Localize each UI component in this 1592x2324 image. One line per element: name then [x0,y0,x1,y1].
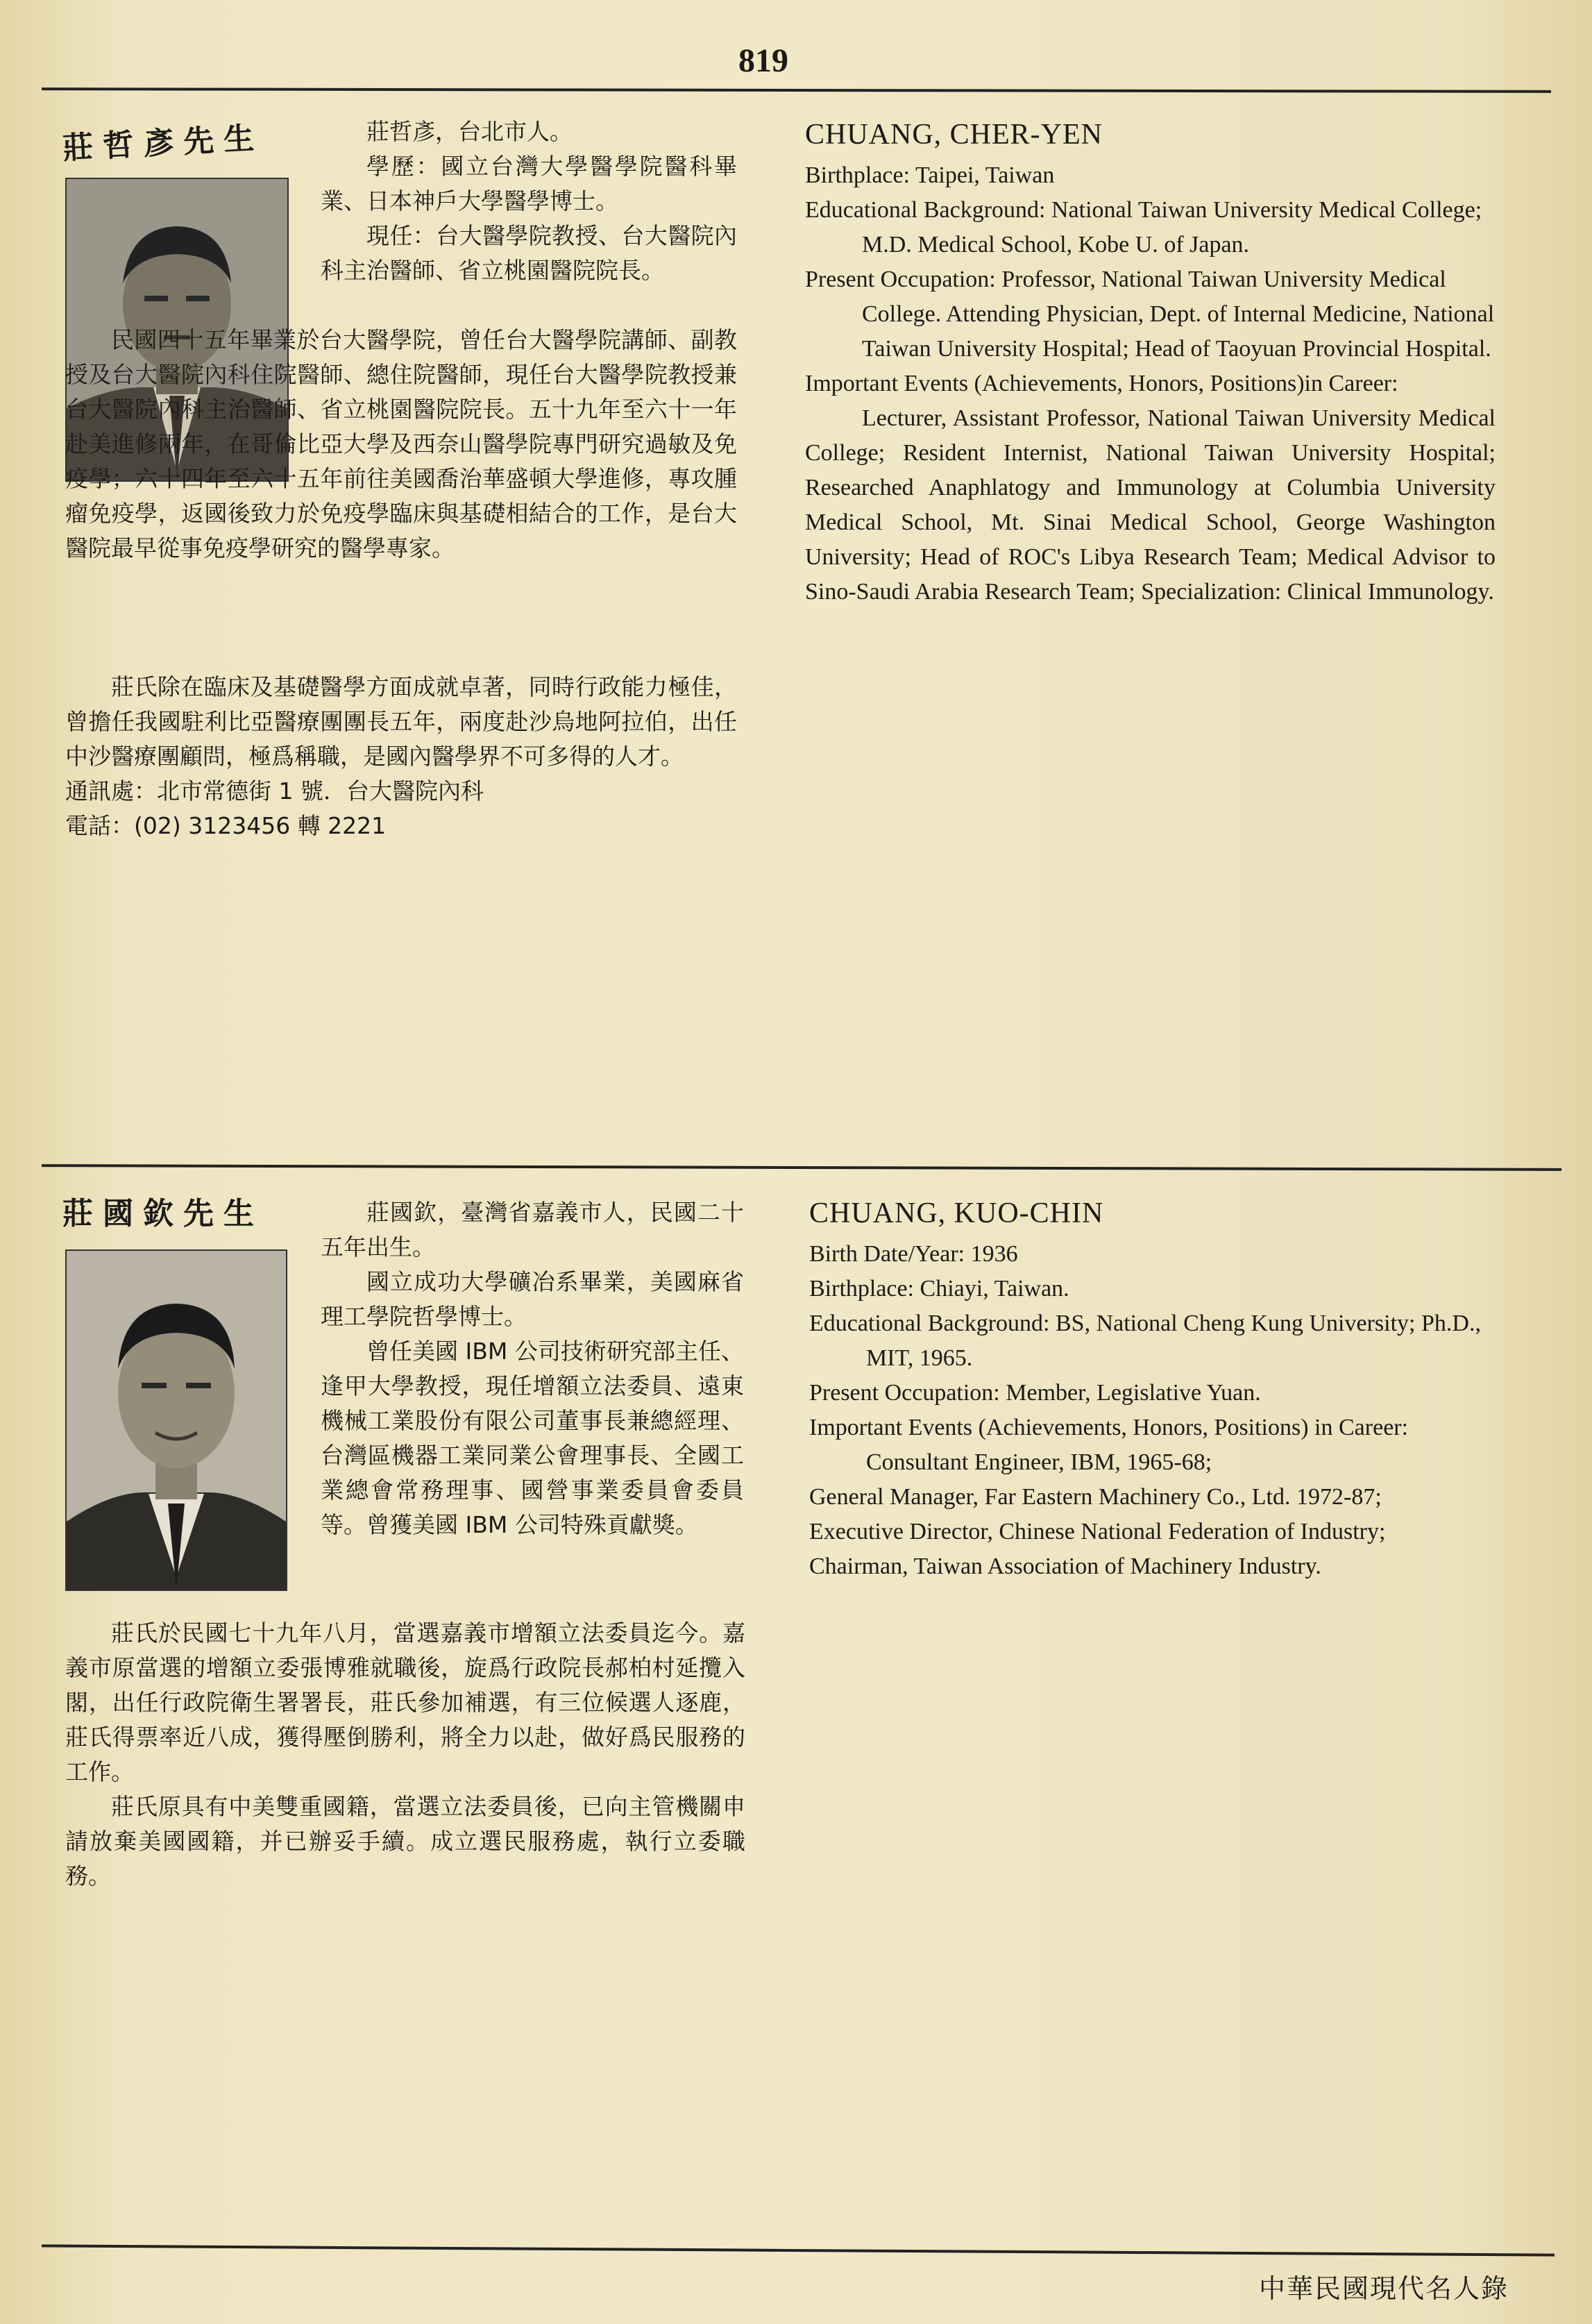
entry-2-bio-zh-bottom [65,1616,745,1894]
entry-2-event-4: Chairman, Taiwan Association of Machinery Industry. [809,1553,1321,1579]
entry-1-phone: 電話：(02) 3123456 轉 2221 [65,812,387,839]
entry-2-portrait-photo [65,1249,287,1591]
page-number: 819 [738,42,788,79]
entry-2-event-2: General Manager, Far Eastern Machinery Co., Ltd. 1972-87; [809,1484,1382,1510]
entry-2-birthplace: Birthplace: Chiayi, Taiwan. [809,1276,1069,1302]
footer-book-title: 中華民國現代名人錄 [1258,2273,1509,2304]
entry-1-bio-zh-bottom [65,323,737,566]
entry-1-bio-p4: 民國四十五年畢業於台大醫學院，曾任台大醫學院講師、副教授及台大醫院內科住院醫師、總住院醫師，現任台大醫學院教授兼台大醫院內科主治醫師、省立桃園醫院院長。五十九年至六十一年赴美進修兩年，在哥倫比亞大學及西奈山醫學院專門研究過敏及免疫學；六十四年至六十五年前往美國喬治華盛頓大學進修，專攻腫瘤免疫學，返國後致力於免疫學臨床與基礎相結合的工作，是台大醫院最早從事免疫學研究的醫學專家。 [65,326,737,562]
entry-1-bio-p5: 莊氏除在臨床及基礎醫學方面成就卓著，同時行政能力極佳，曾擔任我國駐利比亞醫療團團長五年，兩度赴沙烏地阿拉伯，出任中沙醫療團顧問，極爲稱職，是國內醫學界不可多得的人才。 [65,673,737,770]
entry-1-name-en: CHUANG, CHER-YEN [805,119,1103,151]
entry-1-bio-zh-top [321,115,737,288]
entry-2-bio-p4: 莊氏於民國七十九年八月，當選嘉義市增額立法委員迄今。嘉義市原當選的增額立委張博雅就職後，旋爲行政院長郝柏村延攬入閣，出任行政院衛生署署長，莊氏參加補選，有三位候選人逐鹿，莊氏得票率近八成，獲得壓倒勝利，將全力以赴，做好爲民服務的工作。 [65,1619,745,1785]
entry-2-bio-p1: 莊國欽，臺灣省嘉義市人，民國二十五年出生。 [321,1199,744,1261]
entry-1-events: Lecturer, Assistant Professor, National Taiwan University Medical College; Resident Internist, National Taiwan University Hospital; Researched Anaphlatogy and Immunology at Columbia University Medical School, Mt. Sinai Medical School, George Washington University; Head of ROC's Libya Research Team; Medical Advisor to Sino-Saudi Arabia Research Team; Specialization: Clinical Immunology. [805,405,1496,605]
entry-2-birthdate: Birth Date/Year: 1936 [809,1241,1018,1267]
entry-1-education: Educational Background: National Taiwan University Medical College; M.D. Medical School, Kobe U. of Japan. [805,197,1482,258]
entry-1-birthplace: Birthplace: Taipei, Taiwan [805,162,1055,188]
entry-1-address: 通訊處：北市常德街 1 號．台大醫院內科 [65,777,484,805]
entry-2-bio-p2: 國立成功大學礦冶系畢業，美國麻省理工學院哲學博士。 [321,1268,744,1330]
entry-2-events-label: Important Events (Achievements, Honors, Positions) in Career: [809,1415,1409,1440]
entry-2-occupation: Present Occupation: Member, Legislative Yuan. [809,1380,1261,1406]
entry-1-occupation: Present Occupation: Professor, National Taiwan University Medical College. Attending Physician, Dept. of Internal Medicine, National Taiwan University Hospital; Head of Taoyuan Provincial Hospital. [805,267,1495,362]
entry-2-bio-p5: 莊氏原具有中美雙重國籍，當選立法委員後，已向主管機關申請放棄美國國籍，并已辦妥手續。成立選民服務處，執行立委職務。 [65,1793,745,1889]
entry-1-bio-p1: 莊哲彥，台北市人。 [366,118,573,145]
entry-2-bio-zh-top [321,1195,744,1542]
entry-2-bio-p3: 曾任美國 IBM 公司技術研究部主任、逢甲大學教授，現任增額立法委員、遠東機械工業股份有限公司董事長兼總經理、台灣區機器工業同業公會理事長、全國工業總會常務理事、國營事業委員會委員等。曾獲美國 IBM 公司特殊貢獻獎。 [321,1338,744,1538]
entry-1-bio-p3: 現任：台大醫學院教授、台大醫院內科主治醫師、省立桃園醫院院長。 [321,222,737,284]
entry-2-name-zh: 莊國欽先生 [62,1196,264,1231]
entry-1-bio-zh-lower [65,670,737,843]
entry-2-education: Educational Background: BS, National Cheng Kung University; Ph.D., MIT, 1965. [809,1311,1481,1371]
entry-1-english [805,117,1496,609]
entry-1-events-label: Important Events (Achievements, Honors, Positions)in Career: [805,371,1398,396]
entry-1-bio-p2: 學歷：國立台灣大學醫學院醫科畢業、日本神戶大學醫學博士。 [321,153,737,214]
entry-2-event-3: Executive Director, Chinese National Federation of Industry; [809,1519,1386,1544]
entry-2-name-en: CHUANG, KUO-CHIN [809,1197,1104,1229]
entry-1-name-zh: 莊哲彥先生 [62,120,265,167]
entry-2-english [809,1195,1503,1584]
entry-2-event-1: Consultant Engineer, IBM, 1965-68; [866,1449,1212,1475]
